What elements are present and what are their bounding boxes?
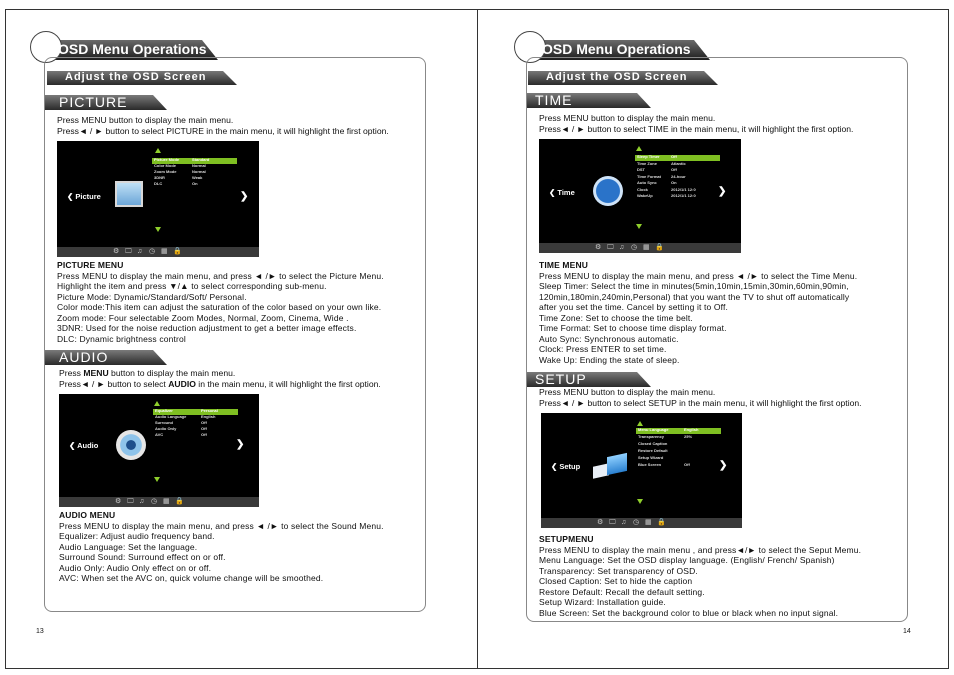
- time-body-line: Clock: Press ENTER to set time.: [539, 344, 667, 354]
- tv-menu-row-value: Off: [201, 420, 207, 425]
- tv-strip-icon: 🔒: [655, 244, 664, 251]
- up-arrow-icon: [636, 146, 642, 151]
- left-subheader-text: Adjust the OSD Screen: [65, 71, 207, 83]
- setup-menu-text: [539, 534, 861, 618]
- tv-menu-row-value: 24-hour: [671, 173, 686, 179]
- up-arrow-icon: [155, 148, 161, 153]
- tv-menu-row-label: Zoom Mode: [154, 169, 177, 174]
- setup-body-line: Closed Caption: Set to hide the caption: [539, 576, 693, 586]
- time-body-line: Time Format: Set to choose time display format.: [539, 323, 727, 333]
- picture-intro-1: Press MENU button to display the main menu.: [57, 115, 234, 125]
- tv-strip-icon: ◷: [631, 244, 638, 251]
- setup-body-line: Setup Wizard: Installation guide.: [539, 597, 666, 607]
- tv-menu-row: [636, 463, 721, 469]
- picture-body-line: 3DNR: Used for the noise reduction adjustment to get a better image effects.: [57, 323, 357, 333]
- tv-strip-icon: 🖵: [609, 519, 616, 526]
- time-body-line: after you set the time. Cancel by setting it to Off.: [539, 302, 729, 312]
- text-span: Press: [59, 368, 84, 378]
- tv-strip-icon: ♫: [139, 498, 145, 505]
- picture-body-line: Color mode:This item can adjust the saturation of the color based on your own like.: [57, 302, 382, 312]
- tv-strip-icon: ▦: [161, 248, 168, 255]
- tv-menu-row-label: DLC: [154, 181, 163, 186]
- tv-strip-icon: ♫: [137, 248, 143, 255]
- picture-body-line: DLC: Dynamic brightness control: [57, 333, 186, 344]
- tv-menu-row-value: English: [201, 414, 216, 419]
- right-subheader-text: Adjust the OSD Screen: [546, 71, 688, 83]
- text-span: Press◄ / ► button to select: [59, 379, 169, 389]
- audio-body-line: Audio Only: Audio Only effect on or off.: [59, 562, 212, 573]
- setup-intro-1: Press MENU button to display the main menu.: [539, 387, 716, 397]
- tv-strip-icon: ◷: [633, 519, 640, 526]
- setup-intro-2: Press◄ / ► button to select SETUP in the main menu, it will highlight the first option.: [539, 398, 862, 408]
- tv-strip-icon: ▦: [643, 244, 650, 251]
- time-body-line: Wake Up: Ending the state of sleep.: [539, 354, 680, 365]
- audio-menu-text: [59, 510, 384, 584]
- tv-menu-row: [152, 182, 237, 188]
- tv-strip-icon: ⚙: [115, 498, 122, 505]
- tv-menu-row-label: Blue Screen: [638, 462, 662, 467]
- clock-icon: [593, 176, 623, 206]
- tv-strip-icon: ▦: [645, 519, 652, 526]
- time-menu-text: [539, 260, 857, 365]
- right-arrow-icon: ❯: [236, 439, 245, 450]
- tv-menu-row-label: Picture Mode: [154, 157, 180, 162]
- tv-strip-icon: 🔒: [175, 498, 184, 505]
- tv-menu-row-value: 2012/1/1 12:0: [671, 186, 696, 192]
- audio-intro-2: [59, 379, 381, 390]
- tv-menu-row: [153, 433, 238, 439]
- tv-menu-row-value: Off: [671, 154, 677, 159]
- tv-menu-row-value: On: [192, 181, 198, 186]
- setup-section-title: [527, 372, 651, 387]
- tv-strip-icon: 🔒: [173, 248, 182, 255]
- tv-menu-row-value: Normal: [192, 169, 206, 174]
- tv-strip-icon: ◷: [149, 248, 156, 255]
- tv-strip-icon: ♫: [621, 519, 627, 526]
- speaker-icon: [116, 430, 146, 460]
- tv-menu-row: [635, 194, 720, 200]
- audio-intro-1: [59, 368, 235, 379]
- time-tv-screenshot: [539, 139, 741, 253]
- time-body-line: Time Zone: Set to choose the time belt.: [539, 312, 693, 323]
- setup-body-line: Menu Language: Set the OSD display language. (English/ French/ Spanish): [539, 555, 835, 565]
- picture-menu-text: [57, 260, 384, 344]
- tv-menu-row-value: Off: [201, 432, 207, 437]
- tv-strip-icon: ◷: [151, 498, 158, 505]
- tv-strip-icon: ⚙: [113, 248, 120, 255]
- tv-menu-row-label: Time Zone: [637, 160, 657, 166]
- setup-tv-screenshot: [541, 413, 742, 528]
- audio-body-line: Audio Language: Set the language.: [59, 541, 198, 552]
- audio-tv-screenshot: [59, 394, 259, 507]
- tv-menu-row-label: DST: [637, 167, 645, 172]
- audio-section-title: [45, 350, 167, 365]
- time-section-title: [527, 93, 651, 108]
- left-header-title: OSD Menu Operations: [58, 41, 207, 57]
- tv-menu-row-label: Audio Language: [155, 414, 187, 419]
- tv-menu-row-value: Off: [684, 462, 690, 467]
- up-arrow-icon: [154, 401, 160, 406]
- tv-strip-icon: ▦: [163, 498, 170, 505]
- tv-strip-icon: ⚙: [595, 244, 602, 251]
- tv-menu-row-label: Surround: [155, 420, 173, 425]
- picture-menu-heading: PICTURE MENU: [57, 260, 124, 270]
- left-subheader: [47, 71, 237, 85]
- tv-strip-icon: 🖵: [125, 248, 132, 255]
- text-span: button to display the main menu.: [108, 368, 236, 378]
- time-body-line: Auto Sync: Synchronous automatic.: [539, 333, 679, 344]
- page-divider: [477, 9, 478, 669]
- tv-source-label: ❮ Time: [549, 188, 575, 197]
- tv-icon-strip: [57, 247, 259, 257]
- tv-menu-row-value: Weak: [192, 175, 203, 180]
- tv-strip-icon: ⚙: [597, 519, 604, 526]
- setup-icon: [593, 455, 627, 477]
- time-title-text: TIME: [535, 92, 573, 108]
- tv-menu-row-value: Standard: [192, 157, 210, 162]
- audio-title-text: AUDIO: [59, 349, 109, 365]
- right-header-title: OSD Menu Operations: [542, 41, 691, 57]
- text-span: in the main menu, it will highlight the first option.: [195, 379, 381, 389]
- text-bold: MENU: [83, 368, 109, 378]
- audio-body-line: Press MENU to display the main menu, and press ◄ /► to select the Sound Menu.: [59, 520, 384, 531]
- time-body-line: 120min,180min,240min,Personal) that you want the TV to shut off automatically: [539, 291, 850, 302]
- picture-body-line: Highlight the item and press ▼/▲ to select corresponding sub-menu.: [57, 281, 327, 291]
- audio-body-line: Surround Sound: Surround effect on or off.: [59, 552, 226, 562]
- picture-section-title: [45, 95, 167, 110]
- right-arrow-icon: ❯: [719, 460, 728, 471]
- tv-menu-row-value: Personal: [201, 408, 218, 413]
- tv-strip-icon: 🖵: [607, 244, 614, 251]
- audio-menu-heading: AUDIO MENU: [59, 510, 116, 520]
- picture-body-line: Zoom mode: Four selectable Zoom Modes, Normal, Zoom, Cinema, Wide .: [57, 312, 349, 323]
- left-page-number: 13: [36, 628, 44, 635]
- setup-body-line: Press MENU to display the main menu , and press◄/► to select the Seput Memu.: [539, 544, 862, 555]
- tv-icon-strip: [539, 243, 741, 253]
- up-arrow-icon: [637, 421, 643, 426]
- picture-title-text: PICTURE: [59, 94, 128, 110]
- tv-menu-row-label: Clock: [637, 186, 648, 192]
- tv-source-label: ❮ Picture: [67, 192, 101, 201]
- down-arrow-icon: [636, 224, 642, 229]
- down-arrow-icon: [637, 499, 643, 504]
- tv-menu-row-label: Equalizer: [155, 408, 173, 413]
- tv-menu-row-value: Normal: [192, 163, 206, 168]
- audio-body-line: AVC: When set the AVC on, quick volume change will be smoothed.: [59, 573, 324, 583]
- tv-icon-strip: [541, 518, 742, 528]
- right-arrow-icon: ❯: [718, 186, 727, 197]
- setup-body-line: Transparency: Set transparency of OSD.: [539, 565, 698, 576]
- tv-menu-row-value: Atlantic: [671, 160, 686, 166]
- tv-menu-row-value: Off: [201, 426, 207, 431]
- tv-menu-row-label: Transparency: [638, 434, 665, 439]
- tv-menu-row-label: Auto Sync: [637, 180, 657, 185]
- picture-body-line: Press MENU to display the main menu, and press ◄ /► to select the Picture Menu.: [57, 270, 384, 281]
- tv-menu-row-value: 2012/1/1 12:0: [671, 193, 696, 198]
- tv-menu-row-label: Restore Default: [638, 448, 668, 453]
- setup-body-line: Restore Default: Recall the default setting.: [539, 586, 705, 597]
- tv-menu-row-value: English: [684, 427, 699, 432]
- time-menu-heading: TIME MENU: [539, 260, 589, 270]
- text-bold: AUDIO: [168, 379, 196, 389]
- tv-menu-row-label: Sleep Timer: [637, 154, 660, 159]
- audio-body-line: Equalizer: Adjust audio frequency band.: [59, 531, 215, 541]
- down-arrow-icon: [154, 477, 160, 482]
- time-body-line: Sleep Timer: Select the time in minutes(5min,10min,15min,30min,60min,90min,: [539, 281, 849, 291]
- picture-tv-screenshot: [57, 141, 259, 257]
- tv-source-label: ❮ Audio: [69, 441, 99, 450]
- tv-menu-row-label: Color Mode: [154, 163, 176, 168]
- tv-menu-row-label: Closed Caption: [638, 441, 668, 446]
- tv-menu-row-value: 25%: [684, 434, 693, 439]
- tv-menu-row-label: AVC: [155, 432, 164, 437]
- tv-menu-row-label: Setup Wizard: [638, 455, 664, 460]
- right-subheader: [528, 71, 718, 85]
- tv-menu-row-label: Audio Only: [155, 426, 177, 431]
- time-intro-2: Press◄ / ► button to select TIME in the main menu, it will highlight the first option.: [539, 124, 854, 134]
- tv-menu-row-value: Off: [671, 167, 677, 172]
- setup-shape: [607, 453, 627, 475]
- right-page-number: 14: [903, 628, 911, 635]
- tv-menu-row-value: On: [671, 180, 677, 185]
- setup-title-text: SETUP: [535, 371, 587, 387]
- tv-menu-row-label: 3DNR: [154, 175, 165, 180]
- tv-strip-icon: 🖵: [127, 498, 134, 505]
- setup-body-line: Blue Screen: Set the background color to blue or black when no input signal.: [539, 607, 839, 618]
- picture-body-line: Picture Mode: Dynamic/Standard/Soft/ Personal.: [57, 291, 247, 302]
- tv-menu-row-label: Menu Language: [638, 427, 669, 432]
- tv-menu-row-label: Time Format: [637, 173, 661, 179]
- time-body-line: Press MENU to display the main menu, and press ◄ /► to select the Time Menu.: [539, 270, 858, 281]
- tv-strip-icon: 🔒: [657, 519, 666, 526]
- picture-intro-2: Press◄ / ► button to select PICTURE in the main menu, it will highlight the first option.: [57, 126, 389, 136]
- tv-menu-row: [635, 162, 720, 168]
- tv-strip-icon: ♫: [619, 244, 625, 251]
- down-arrow-icon: [155, 227, 161, 232]
- right-arrow-icon: ❯: [240, 191, 249, 202]
- setup-menu-heading: SETUPMENU: [539, 534, 594, 544]
- time-intro-1: Press MENU button to display the main menu.: [539, 113, 716, 123]
- tv-source-label: ❮ Setup: [551, 462, 581, 471]
- tv-menu-row-label: WakeUp: [637, 193, 653, 198]
- tv-icon-strip: [59, 497, 259, 507]
- tv-monitor-icon: [115, 181, 143, 207]
